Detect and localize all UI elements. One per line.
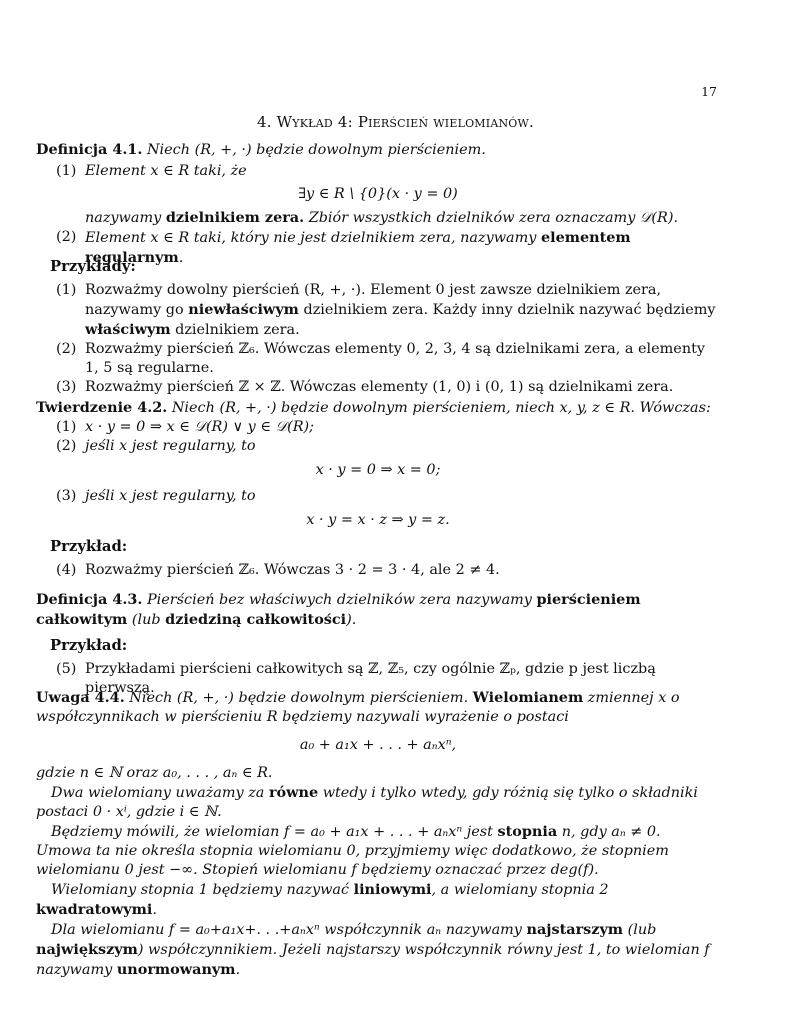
theorem-label: Twierdzenie 4.2. (36, 399, 168, 416)
bold-term: równe (268, 784, 319, 801)
item-number: (5) (56, 661, 77, 677)
list-item (36, 378, 720, 397)
definition-4-1 (36, 140, 720, 268)
item-text: Rozważmy pierścień ℤ × ℤ. Wówczas elementy (1, 0) i (0, 1) są dzielnikami zera. (85, 379, 674, 395)
remark-label: Uwaga 4.4. (36, 689, 125, 706)
remark-4-4 (36, 688, 720, 980)
list-item (36, 487, 720, 506)
item-number: (2) (56, 229, 77, 245)
list-item (36, 340, 720, 378)
item-number: (4) (56, 562, 77, 578)
paragraph (36, 920, 720, 980)
text: (lub (127, 612, 166, 628)
paragraph (36, 880, 720, 920)
text: Pierścień bez właściwych dzielników zera nazywamy (146, 592, 537, 608)
item-number: (1) (56, 282, 77, 298)
item-number: (1) (56, 163, 77, 179)
list-item (36, 561, 720, 580)
bold-term: najstarszym (526, 921, 624, 938)
item-text: Przykładami pierścieni całkowitych są ℤ, ℤ₅, czy ogólnie ℤₚ, gdzie p jest liczbą pierwszą. (85, 661, 656, 696)
definition-label: Definicja 4.1. (36, 141, 143, 158)
text: Dwa wielomiany uważamy za (51, 785, 269, 801)
definition-text: Niech (R, +, ·) będzie dowolnym pierścieniem. (146, 142, 486, 158)
text: ) współczynnikiem. Jeżeli najstarszy współczynnik równy jest 1, to wielomian f nazywamy (36, 942, 710, 978)
bold-term: niewłaściwym (188, 301, 299, 318)
bold-term: pierścieniem całkowitym (36, 591, 641, 628)
list-item (36, 437, 720, 456)
bold-term: dzielnikiem zera. (165, 209, 305, 226)
item-number: (3) (56, 379, 77, 395)
list-item (36, 418, 720, 437)
item-text: x · y = 0 ⇒ x ∈ 𝒟(R) ∨ y ∈ 𝒟(R); (85, 419, 315, 435)
item-number: (1) (56, 419, 77, 435)
text: Wielomiany stopnia 1 będziemy nazywać (51, 882, 354, 898)
paragraph: gdzie n ∈ ℕ oraz a₀, . . . , aₙ ∈ R. (36, 765, 273, 781)
bold-term: unormowanym (116, 961, 236, 978)
section-title: 4. Wykład 4: Pierścień wielomianów. (257, 113, 534, 131)
item-text: jeśli x jest regularny, to (85, 438, 256, 454)
text: , a wielomiany stopnia 2 (431, 882, 609, 898)
text: nazywamy (85, 210, 166, 226)
example-heading: Przykład: (50, 538, 128, 555)
formula: ∃y ∈ R \ {0}(x · y = 0) (298, 186, 458, 202)
item-number: (2) (56, 341, 77, 357)
list-item (36, 281, 720, 340)
example-heading: Przykład: (50, 637, 128, 654)
bold-term: największym (36, 941, 138, 958)
item-text: Rozważmy pierścień ℤ₆. Wówczas 3 · 2 = 3 · 4, ale 2 ≠ 4. (85, 562, 500, 578)
example-2 (36, 537, 720, 580)
item-text: Element x ∈ R taki, że (85, 163, 247, 179)
text: (lub (623, 922, 657, 938)
paragraph (36, 822, 720, 880)
text: Zbiór wszystkich dzielników zera oznaczamy 𝒟(R). (304, 210, 679, 226)
text: ). (346, 612, 357, 628)
theorem-4-2 (36, 398, 720, 530)
formula: x · y = x · z ⇒ y = z. (306, 512, 450, 528)
text: dzielnikiem zera. Każdy inny dzielnik nazywać będziemy (298, 302, 716, 318)
text: dzielnikiem zera. (170, 322, 300, 338)
theorem-text: Niech (R, +, ·) będzie dowolnym pierścieniem, niech x, y, z ∈ R. Wówczas: (171, 400, 711, 416)
text: . (235, 962, 241, 978)
item-text: jeśli x jest regularny, to (85, 488, 256, 504)
bold-term: stopnia (497, 823, 558, 840)
bold-term: liniowymi (353, 881, 432, 898)
text: zmiennej x o współczynnikach w pierścieniu R będziemy nazywali wyrażenie o postaci (36, 690, 680, 725)
bold-term: elementem regularnym (85, 229, 631, 266)
paragraph (36, 783, 720, 822)
text: . (178, 250, 184, 266)
bold-term: kwadratowymi (36, 901, 153, 918)
item-text: Element x ∈ R taki, który nie jest dzielnikiem zera, nazywamy (85, 230, 541, 246)
item-number: (3) (56, 488, 77, 504)
list-item (36, 162, 720, 181)
bold-term: dziedziną całkowitości (165, 611, 347, 628)
text: Dla wielomianu f = a₀+a₁x+. . .+aₙxⁿ współczynnik aₙ nazywamy (51, 922, 527, 938)
examples-heading: Przykłady: (50, 258, 136, 275)
examples-1 (36, 257, 720, 397)
text: . (152, 902, 157, 918)
bold-term: właściwym (85, 321, 171, 338)
text: n, gdy aₙ ≠ 0. Umowa ta nie określa stopnia wielomianu 0, przyjmiemy więc dodatkowo, że stopniem wielomianu 0 jest −∞. Stopień wielomianu f będziemy oznaczać przez deg(f). (36, 824, 669, 878)
formula: a₀ + a₁x + . . . + aₙxⁿ, (299, 737, 457, 753)
item-continuation (36, 208, 720, 228)
definition-label: Definicja 4.3. (36, 591, 143, 608)
text: Będziemy mówili, że wielomian f = a₀ + a₁x + . . . + aₙxⁿ jest (51, 824, 498, 840)
definition-4-3 (36, 590, 720, 630)
page-number: 17 (701, 84, 717, 99)
text: wtedy i tylko wtedy, gdy różnią się tylko o składniki postaci 0 · xⁱ, gdzie i ∈ ℕ. (36, 785, 698, 820)
bold-term: Wielomianem (472, 689, 584, 706)
text: Rozważmy dowolny pierścień (R, +, ·). Element 0 jest zawsze dzielnikiem zera, nazywamy go (85, 282, 662, 318)
text: Niech (R, +, ·) będzie dowolnym pierścieniem. (129, 690, 473, 706)
formula: x · y = 0 ⇒ x = 0; (315, 462, 441, 478)
item-text: Rozważmy pierścień ℤ₆. Wówczas elementy 0, 2, 3, 4 są dzielnikami zera, a elementy 1, 5 są regularne. (85, 341, 706, 376)
item-number: (2) (56, 438, 77, 454)
